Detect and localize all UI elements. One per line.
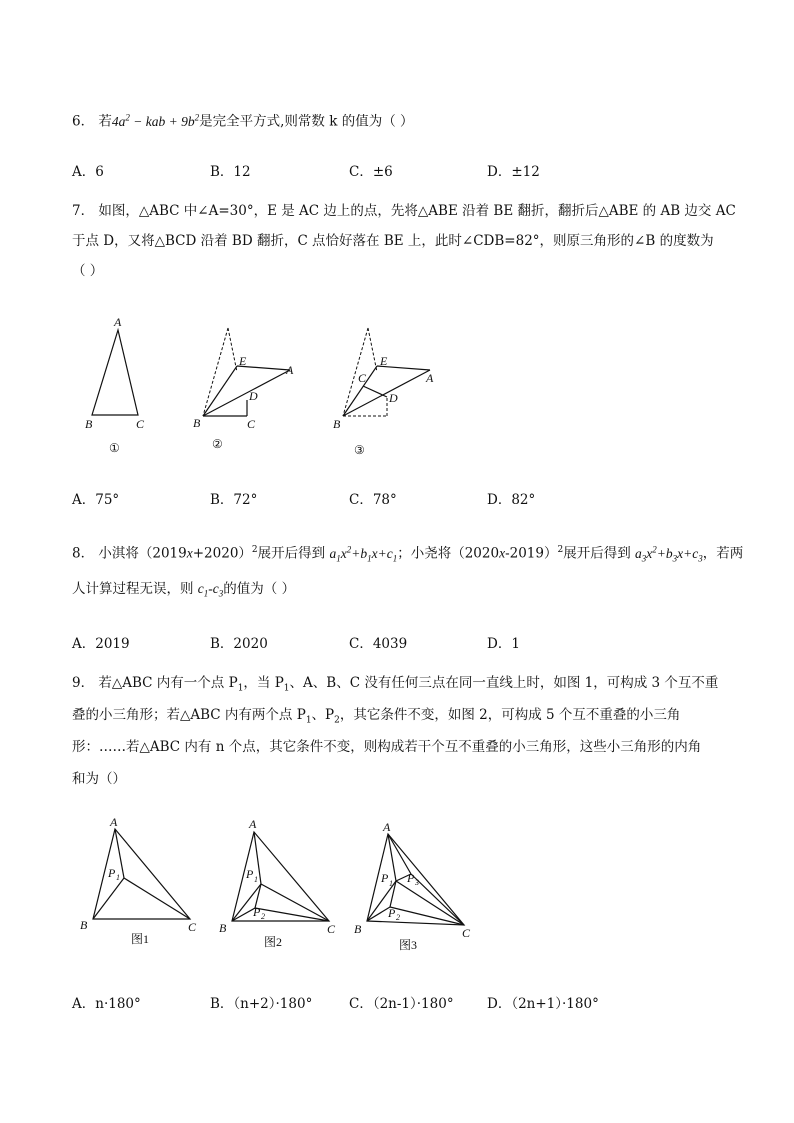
q9-fig3-label-p3: P — [407, 871, 415, 885]
q7-fig2-label-e: E — [239, 354, 247, 368]
q9-option-a[interactable]: A．n·180° — [72, 996, 141, 1012]
q9-fig3-label-c: C — [462, 926, 471, 940]
q6-option-d[interactable]: D．±12 — [487, 164, 540, 180]
q7-fig1-triangle — [92, 330, 138, 415]
q6-option-c[interactable]: C．±6 — [349, 164, 393, 180]
q9-fig3-caption: 图3 — [399, 938, 418, 952]
q7-option-b[interactable]: B．72° — [210, 492, 258, 508]
q7-fig3-label-b: B — [333, 417, 341, 431]
q9-fig2-label-b: B — [219, 921, 227, 935]
q7-fig2-label-d: D — [249, 389, 258, 403]
q9-option-c[interactable]: C．（2n-1）·180° — [349, 996, 454, 1012]
q9-figure-2 — [217, 815, 347, 955]
q7-stem-line1: 7． 如图，△ABC 中∠A=30°，E 是 AC 边上的点，先将△ABE 沿着 BE 翻折，翻折后△ABE 的 AB 边交 AC — [72, 203, 736, 219]
q9-fig3-label-a: A — [383, 820, 391, 834]
q7-figure-2 — [190, 322, 310, 454]
q9-option-d[interactable]: D．（2n+1）·180° — [487, 996, 599, 1012]
q6-formula: $4a^2$ − kab + $9b^2$ — [111, 112, 200, 129]
q9-fig1-label-p1: P — [108, 866, 116, 880]
q7-stem-line3: （ ） — [72, 263, 104, 279]
svg-text:2: 2 — [396, 913, 400, 922]
q8-stem-line2: 人计算过程无误，则 $c_1-c_3$的值为（ ） — [72, 581, 296, 599]
q7-figure-1 — [80, 312, 160, 457]
svg-text:3: 3 — [415, 878, 419, 887]
q7-figure-3 — [330, 322, 450, 460]
q7-fig3-label-d: D — [389, 391, 398, 405]
q7-fig3-label-e: E — [380, 354, 388, 368]
svg-text:1: 1 — [389, 879, 393, 888]
q9-fig1-label-a: A — [110, 815, 118, 829]
q9-fig1-label-c: C — [188, 920, 197, 934]
q7-fig3-caption: ③ — [354, 443, 365, 457]
q7-fig1-caption: ① — [109, 441, 120, 455]
q7-fig1-label-c: C — [136, 417, 145, 431]
q9-fig1-label-b: B — [80, 918, 88, 932]
q9-stem-line2: 叠的小三角形；若△ABC 内有两个点 $P_1$、$P_2$，其它条件不变，如图 2，可构成 5 个互不重叠的小三角 — [72, 707, 681, 726]
q9-figure-1 — [78, 815, 208, 950]
q7-fig3-label-c: C — [358, 371, 367, 385]
q7-fig2-label-c: C — [247, 417, 256, 431]
q9-fig1-caption: 图1 — [131, 932, 150, 946]
q8-option-c[interactable]: C．4039 — [349, 636, 408, 652]
q9-fig2-caption: 图2 — [264, 935, 283, 949]
q9-figure-3 — [352, 818, 482, 958]
q7-option-d[interactable]: D．82° — [487, 492, 536, 508]
q6-option-a[interactable]: A．6 — [72, 164, 104, 180]
q7-fig2-caption: ② — [212, 437, 223, 451]
q9-option-b[interactable]: B．（n+2）·180° — [210, 996, 313, 1012]
q9-fig2-label-a: A — [249, 817, 257, 831]
svg-text:2: 2 — [261, 912, 265, 921]
q6-stem: 6． 若$4a^2$ − kab + $9b^2$是完全平方式,则常数 k 的值为（ ） — [72, 112, 414, 130]
q9-stem-line3: 形：……若△ABC 内有 n 个点，其它条件不变，则构成若干个互不重叠的小三角形，这些小三角形的内角 — [72, 739, 702, 755]
q8-option-a[interactable]: A．2019 — [72, 636, 130, 652]
q8-expr-1: $a_1x^2+b_1x+c_1$ — [329, 544, 398, 564]
q6-option-b[interactable]: B．12 — [210, 164, 251, 180]
q9-fig3-label-b: B — [354, 922, 362, 936]
q7-option-c[interactable]: C．78° — [349, 492, 397, 508]
q9-fig3-label-p1: P — [381, 871, 389, 885]
q8-expr-3: $a_3x^2+b_3x+c_3$ — [635, 544, 703, 564]
q7-option-a[interactable]: A．75° — [72, 492, 120, 508]
svg-text:1: 1 — [254, 875, 258, 884]
q7-fig3-label-a: A — [426, 371, 434, 385]
q7-stem-line2: 于点 D，又将△BCD 沿着 BD 翻折，C 点恰好落在 BE 上，此时∠CDB=82°，则原三角形的∠B 的度数为 — [72, 233, 714, 249]
q8-option-d[interactable]: D．1 — [487, 636, 520, 652]
q9-fig2-label-c: C — [327, 922, 336, 936]
svg-text:1: 1 — [116, 873, 120, 882]
q7-fig2-label-b: B — [193, 416, 201, 430]
q9-fig3-label-p2: P — [388, 906, 396, 920]
q9-fig2-label-p1: P — [246, 867, 254, 881]
q7-fig2-label-a: A — [286, 363, 294, 377]
q9-stem-line1: 9． 若△ABC 内有一个点 $P_1$，当 $P_1$、A、B、C 没有任何三点在同一直线上时，如图 1，可构成 3 个互不重 — [72, 675, 719, 694]
q9-fig2-label-p2: P — [253, 905, 261, 919]
q8-stem-line1: 8． 小淇将$(2019x+2020)^2$展开后得到 $a_1x^2+b_1x+c_1$；小尧将$(2020x-2019)^2$展开后得到 $a_3x^2+b_3x+c_3$，若两 — [72, 544, 744, 564]
q7-fig1-label-b: B — [85, 417, 93, 431]
q8-option-b[interactable]: B．2020 — [210, 636, 268, 652]
q9-stem-line4: 和为（） — [72, 771, 126, 787]
q7-fig1-label-a: A — [114, 315, 122, 329]
